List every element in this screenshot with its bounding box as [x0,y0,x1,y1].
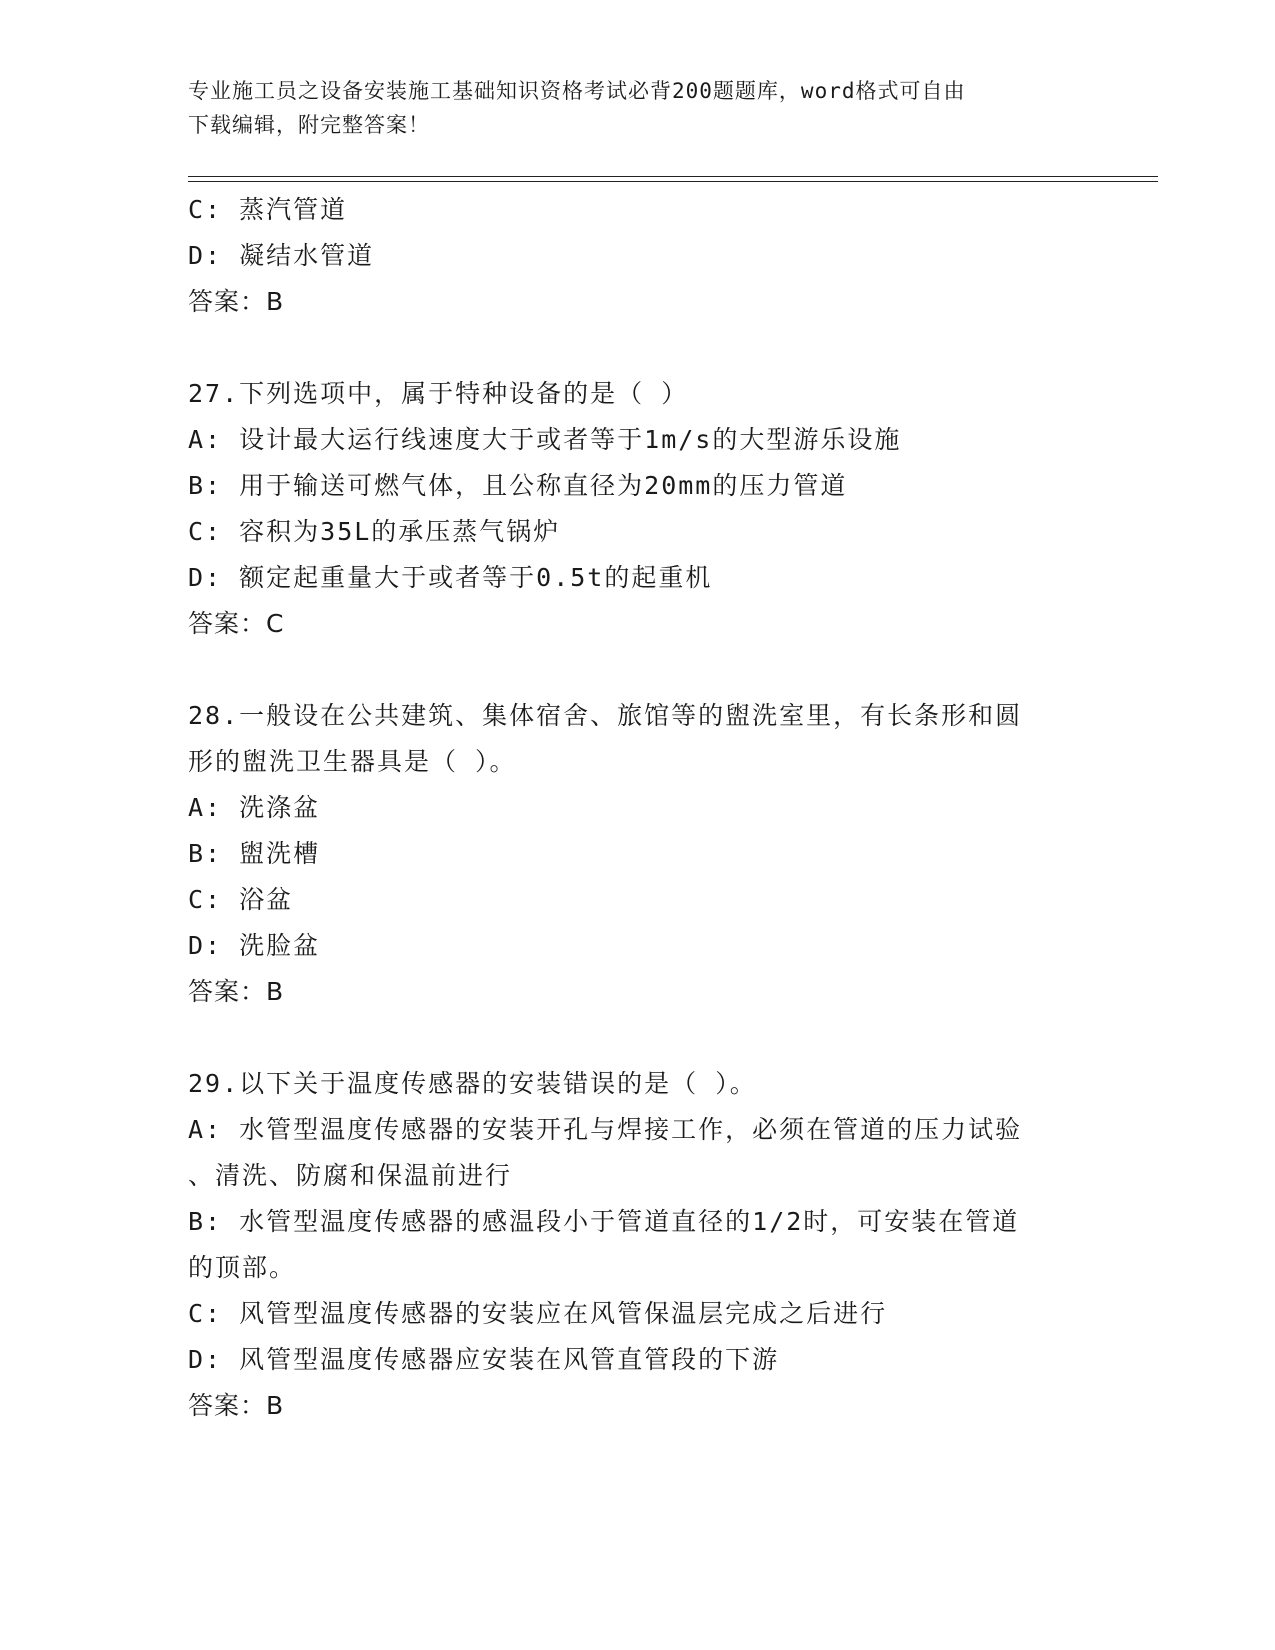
question-title: 29.以下关于温度传感器的安装错误的是（ ）。 [188,1069,757,1098]
header-rule-top [188,176,1158,177]
question-29 [188,1061,1088,1429]
option-a-line-2: 、清洗、防腐和保温前进行 [188,1161,513,1190]
question-title: 27.下列选项中，属于特种设备的是（ ） [188,379,689,408]
header-rule-bottom [188,181,1158,182]
option-c: C: 风管型温度传感器的安装应在风管保温层完成之后进行 [188,1299,888,1328]
document-header [188,74,1068,142]
question-28 [188,693,1088,1015]
option-b: B: 盥洗槽 [188,839,321,868]
option-d: D: 洗脸盆 [188,931,321,960]
option-c: C: 容积为35L的承压蒸气锅炉 [188,517,561,546]
answer-line: 答案：B [188,1391,285,1420]
answer-line: 答案：B [188,977,285,1006]
header-line-1: 专业施工员之设备安装施工基础知识资格考试必背200题题库，word格式可自由 [188,79,966,103]
option-d: D: 额定起重量大于或者等于0.5t的起重机 [188,563,713,592]
option-b-line-1: B: 水管型温度传感器的感温段小于管道直径的1/2时，可安装在管道 [188,1207,1020,1236]
prev-question-block [188,187,1088,325]
spacer [188,647,1088,693]
option-a: A: 设计最大运行线速度大于或者等于1m/s的大型游乐设施 [188,425,902,454]
option-b-line-2: 的顶部。 [188,1253,297,1282]
option-c: C: 浴盆 [188,885,294,914]
spacer [188,1015,1088,1061]
question-title-line-2: 形的盥洗卫生器具是（ ）。 [188,747,517,776]
spacer [188,325,1088,371]
question-title-line-1: 28.一般设在公共建筑、集体宿舍、旅馆等的盥洗室里，有长条形和圆 [188,701,1023,730]
option-d: D: 凝结水管道 [188,241,375,270]
option-b: B: 用于输送可燃气体，且公称直径为20mm的压力管道 [188,471,848,500]
header-line-2: 下载编辑，附完整答案！ [188,113,430,137]
answer-line: 答案：C [188,609,285,638]
answer-line: 答案：B [188,287,285,316]
question-list [188,187,1088,1429]
option-d: D: 风管型温度传感器应安装在风管直管段的下游 [188,1345,780,1374]
option-a: A: 洗涤盆 [188,793,321,822]
option-c: C: 蒸汽管道 [188,195,348,224]
option-a-line-1: A: 水管型温度传感器的安装开孔与焊接工作，必须在管道的压力试验 [188,1115,1023,1144]
question-27 [188,371,1088,647]
